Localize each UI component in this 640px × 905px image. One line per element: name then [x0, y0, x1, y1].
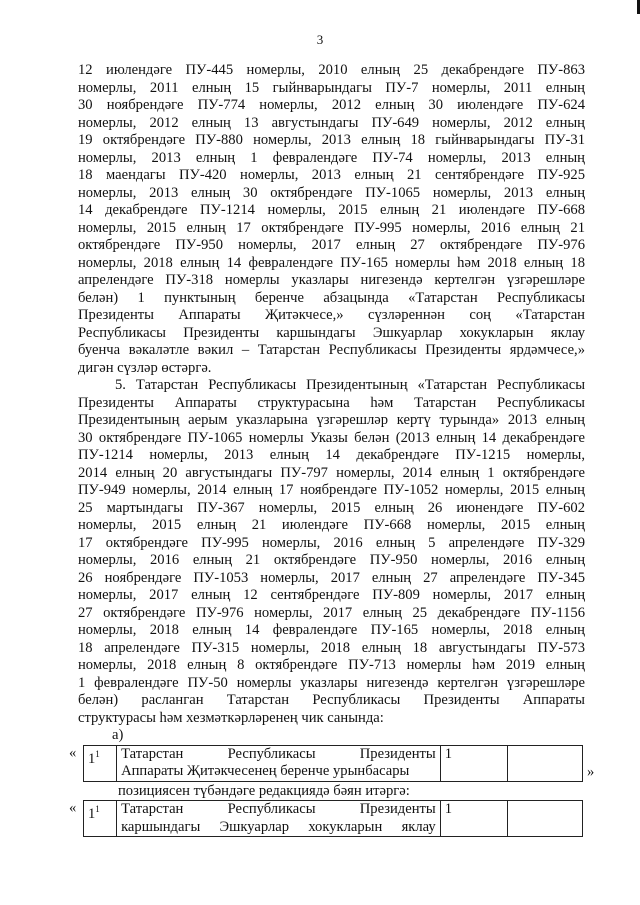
text-line: 2014 елның 20 августындагы ПУ-797 номерлы, 2014 елның 1 октябрендәге: [78, 464, 585, 481]
text-line: Президенты Аппараты структурасына һәм Татарстан Республикасы: [78, 394, 585, 411]
text-line: 18 апрелендәге ПУ-315 номерлы, 2018 елның 18 августындагы ПУ-573: [78, 639, 585, 656]
text-line: буенча вәкаләтле вәкил – Татарстан Республикасы Президенты ярдәмчесе,»: [78, 342, 585, 358]
table-2: [83, 800, 583, 837]
text-line: 27 октябрендәге ПУ-976 номерлы, 2017 елның 25 декабрендәге ПУ-1156: [78, 604, 585, 621]
text-line: Президенты Аппараты Җитәкчесе,» сүзләреннән соң «Татарстан: [78, 307, 585, 323]
table-1-close-quote: »: [587, 763, 595, 780]
text-line: 30 ноябрендәге ПУ-774 номерлы, 2012 елның 30 июлендәге ПУ-624: [78, 97, 585, 113]
text-line: дигән сүзләр өстәргә.: [78, 359, 212, 376]
text-line: апрелендәге ПУ-318 номерлы указлары нигезендә кертелгән үзгәрешләре: [78, 272, 585, 288]
table-1: [83, 745, 583, 782]
table-1-num-cell: $1^1$: [84, 745, 117, 781]
text-line: 19 октябрендәге ПУ-880 номерлы, 2013 елның 18 гыйнварындагы ПУ-31: [78, 132, 585, 148]
text-line: 25 мартындагы ПУ-367 номерлы, 2015 елның 26 июнендәге ПУ-602: [78, 499, 585, 516]
between-text: позициясен түбәндәге редакциядә бәян итәргә:: [118, 782, 410, 799]
text-line: 12 июлендәге ПУ-445 номерлы, 2010 елның 25 декабрендәге ПУ-863: [78, 62, 585, 78]
text-line: номерлы, 2017 елның 12 сентябрендәге ПУ-809 номерлы, 2017 елның: [78, 587, 585, 603]
text-line: номерлы, 2018 елның 14 февралендәге ПУ-165 номерлы, 2018 елның: [78, 622, 585, 638]
table-2-count-cell: 1: [440, 801, 507, 837]
text-line: номерлы, 2012 елның 13 августындагы ПУ-649 номерлы, 2012 елның: [78, 114, 585, 131]
text-line: ПУ-949 номерлы, 2014 елның 17 ноябрендәге ПУ-1052 номерлы, 2015 елның: [78, 482, 585, 498]
text-line: 18 маендагы ПУ-420 номерлы, 2013 елның 21 сентябрендәге ПУ-925: [78, 167, 585, 183]
table-2-open-quote: «: [69, 800, 77, 816]
table-1-wrapper: [69, 744, 595, 783]
table-2-name-line-2: каршындагы Эшкуарлар хокукларын яклау: [121, 818, 436, 835]
page-number: 3: [316, 32, 324, 47]
table-2-name-cell: [117, 801, 441, 837]
text-line: номерлы, 2018 елның 8 октябрендәге ПУ-713 номерлы һәм 2019 елның: [78, 657, 585, 673]
table-row: [84, 745, 583, 781]
table-1-count-cell: 1: [440, 745, 507, 781]
text-line: номерлы, 2016 елның 21 октябрендәге ПУ-950 номерлы, 2016 елның: [78, 552, 585, 568]
text-line: номерлы, 2013 елның 1 февралендәге ПУ-74 номерлы, 2013 елның: [78, 149, 585, 166]
table-2-name-line-1: Татарстан Республикасы Президенты: [121, 801, 436, 817]
table-1-name-cell: [117, 745, 441, 781]
body-text: [69, 62, 595, 836]
text-line: 14 декабрендәге ПУ-1214 номерлы, 2015 елның 21 июлендәге ПУ-668: [78, 202, 585, 218]
table-2-wrapper: [69, 800, 585, 836]
table-2-empty-cell: [507, 801, 582, 837]
text-line: структурасы һәм хезмәткәрләренең чик санында:: [78, 709, 384, 726]
table-1-empty-cell: [507, 745, 582, 781]
subitem-a-label: а): [112, 727, 124, 743]
table-2-num-cell: $1^1$: [84, 801, 117, 837]
table-1-name-line-2: Аппараты Җитәкчесенең беренче урынбасары: [121, 763, 410, 779]
text-line: номерлы, 2013 елның 30 октябрендәге ПУ-1065 номерлы, 2013 елның: [78, 184, 585, 201]
paragraph-5: [78, 377, 585, 727]
text-line: номерлы, 2015 елның 17 октябрендәге ПУ-995 номерлы, 2016 елның 21: [78, 219, 585, 236]
text-line: номерлы, 2018 елның 14 февралендәге ПУ-165 номерлы һәм 2018 елның 18: [78, 254, 585, 271]
table-1-name-line-1: Татарстан Республикасы Президенты: [121, 745, 436, 762]
text-line: октябрендәге ПУ-950 номерлы, 2017 елның 27 октябрендәге ПУ-976: [78, 237, 585, 253]
text-line: Президентының аерым указларына үзгәрешләр кертү турында» 2013 елның: [78, 412, 585, 428]
text-line: Республикасы Президенты каршындагы Эшкуарлар хокукларын яклау: [78, 324, 585, 341]
table-row: [84, 801, 583, 837]
text-line: ПУ-1214 номерлы, 2013 елның 14 декабрендәге ПУ-1215 номерлы,: [78, 447, 585, 463]
table-1-open-quote: «: [69, 744, 77, 761]
text-line: белән) 1 пунктының беренче абзацында «Татарстан Республикасы: [78, 289, 585, 306]
text-line: белән) расланган Татарстан Республикасы Президенты Аппараты: [78, 692, 585, 708]
paragraph-4-continuation: [78, 62, 585, 377]
text-line: номерлы, 2015 елның 21 июлендәге ПУ-668 номерлы, 2015 елның: [78, 517, 585, 533]
text-line: 30 октябрендәге ПУ-1065 номерлы Указы белән (2013 елның 14 декабрендәге: [78, 429, 585, 446]
text-line: 26 ноябрендәге ПУ-1053 номерлы, 2017 елның 27 апрелендәге ПУ-345: [78, 569, 585, 586]
text-line: номерлы, 2011 елның 15 гыйнварындагы ПУ-7 номерлы, 2011 елның: [78, 79, 585, 96]
text-line: 1 февралендәге ПУ-50 номерлы указлары нигезендә кертелгән үзгәрешләре: [78, 674, 585, 691]
text-line: 17 октябрендәге ПУ-995 номерлы, 2016 елның 5 апрелендәге ПУ-329: [78, 534, 585, 551]
text-line: 5. Татарстан Республикасы Президентының «Татарстан Республикасы: [115, 377, 585, 393]
